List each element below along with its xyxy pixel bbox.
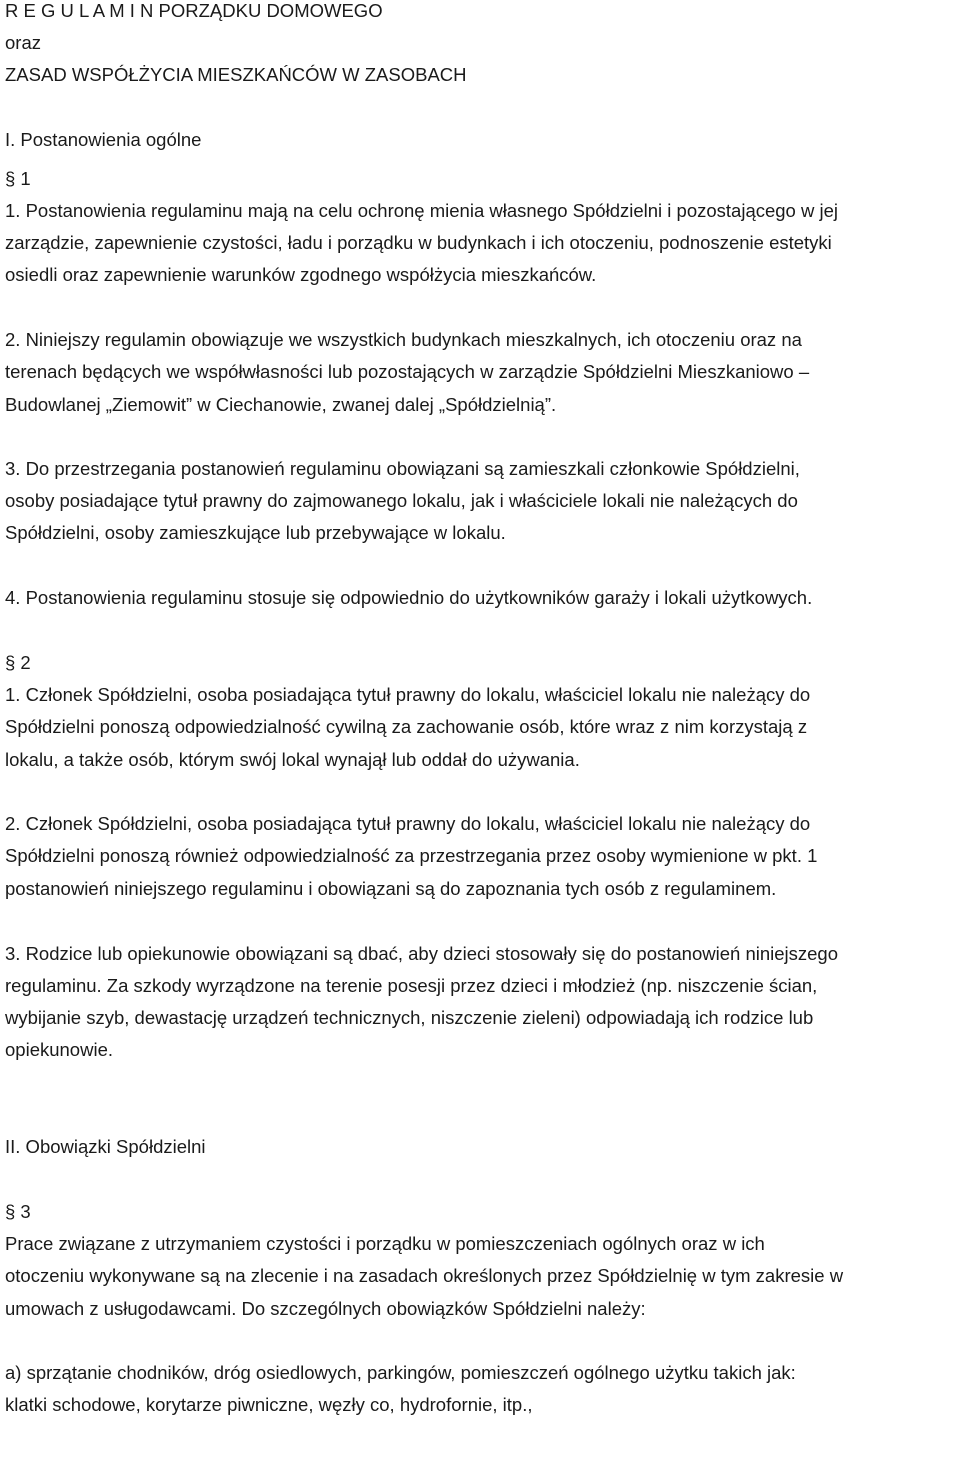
paragraph-2-point-3: wybijanie szyb, dewastację urządzeń technicznych, niszczenie zieleni) odpowiadają ich rodzice lub (5, 1007, 814, 1028)
paragraph-2-point-2: Spółdzielni ponoszą również odpowiedzialność za przestrzegania przez osoby wymienione w pkt. 1 (5, 845, 818, 866)
paragraph-2-point-2: 2. Członek Spółdzielni, osoba posiadająca tytuł prawny do lokalu, właściciel lokalu nie należący do (5, 813, 811, 834)
paragraph-3-item-a: a) sprzątanie chodników, dróg osiedlowych, parkingów, pomieszczeń ogólnego użytku takich jak: (5, 1362, 796, 1383)
paragraph-1-point-3: osoby posiadające tytuł prawny do zajmowanego lokalu, jak i właściciele lokali nie należących do (5, 490, 798, 511)
paragraph-2-point-3: 3. Rodzice lub opiekunowie obowiązani są dbać, aby dzieci stosowały się do postanowień niniejszego (5, 943, 839, 964)
paragraph-3-item-a: klatki schodowe, korytarze piwniczne, węzły co, hydrofornie, itp., (5, 1394, 533, 1415)
paragraph-heading-3: § 3 (5, 1201, 31, 1222)
paragraph-2-point-1: Spółdzielni ponoszą odpowiedzialność cywilną za zachowanie osób, które wraz z nim korzystają z (5, 716, 808, 737)
section-heading-1: I. Postanowienia ogólne (5, 129, 202, 150)
paragraph-3-intro: Prace związane z utrzymaniem czystości i porządku w pomieszczeniach ogólnych oraz w ich (5, 1233, 765, 1254)
document-title-line-1: R E G U L A M I N PORZĄDKU DOMOWEGO (5, 0, 383, 21)
paragraph-1-point-1: osiedli oraz zapewnienie warunków zgodnego współżycia mieszkańców. (5, 264, 597, 285)
paragraph-1-point-2: terenach będących we współwłasności lub pozostających w zarządzie Spółdzielni Mieszkaniowo – (5, 361, 810, 382)
document-title-line-3: ZASAD WSPÓŁŻYCIA MIESZKAŃCÓW W ZASOBACH (5, 64, 467, 85)
paragraph-2-point-2: postanowień niniejszego regulaminu i obowiązani są do zapoznania tych osób z regulaminem. (5, 878, 777, 899)
paragraph-2-point-3: regulaminu. Za szkody wyrządzone na terenie posesji przez dzieci i młodzież (np. niszczenie ścian, (5, 975, 818, 996)
section-heading-2: II. Obowiązki Spółdzielni (5, 1136, 206, 1157)
paragraph-heading-1: § 1 (5, 168, 31, 189)
paragraph-2-point-3: opiekunowie. (5, 1039, 113, 1060)
paragraph-1-point-2: Budowlanej „Ziemowit” w Ciechanowie, zwanej dalej „Spółdzielnią”. (5, 394, 557, 415)
paragraph-heading-2: § 2 (5, 652, 31, 673)
paragraph-2-point-1: 1. Członek Spółdzielni, osoba posiadająca tytuł prawny do lokalu, właściciel lokalu nie należący do (5, 684, 811, 705)
paragraph-3-intro: umowach z usługodawcami. Do szczególnych obowiązków Spółdzielni należy: (5, 1298, 646, 1319)
paragraph-1-point-2: 2. Niniejszy regulamin obowiązuje we wszystkich budynkach mieszkalnych, ich otoczeniu oraz na (5, 329, 802, 350)
paragraph-1-point-1: 1. Postanowienia regulaminu mają na celu ochronę mienia własnego Spółdzielni i pozostającego w jej (5, 200, 838, 221)
paragraph-1-point-4: 4. Postanowienia regulaminu stosuje się odpowiednio do użytkowników garaży i lokali użytkowych. (5, 587, 813, 608)
paragraph-1-point-3: Spółdzielni, osoby zamieszkujące lub przebywające w lokalu. (5, 522, 506, 543)
paragraph-3-intro: otoczeniu wykonywane są na zlecenie i na zasadach określonych przez Spółdzielnię w tym zakresie w (5, 1265, 844, 1286)
paragraph-1-point-1: zarządzie, zapewnienie czystości, ładu i porządku w budynkach i ich otoczeniu, podnoszenie estetyki (5, 232, 832, 253)
document-title-line-2: oraz (5, 32, 41, 53)
paragraph-2-point-1: lokalu, a także osób, którym swój lokal wynajął lub oddał do używania. (5, 749, 580, 770)
paragraph-1-point-3: 3. Do przestrzegania postanowień regulaminu obowiązani są zamieszkali członkowie Spółdzielni, (5, 458, 800, 479)
